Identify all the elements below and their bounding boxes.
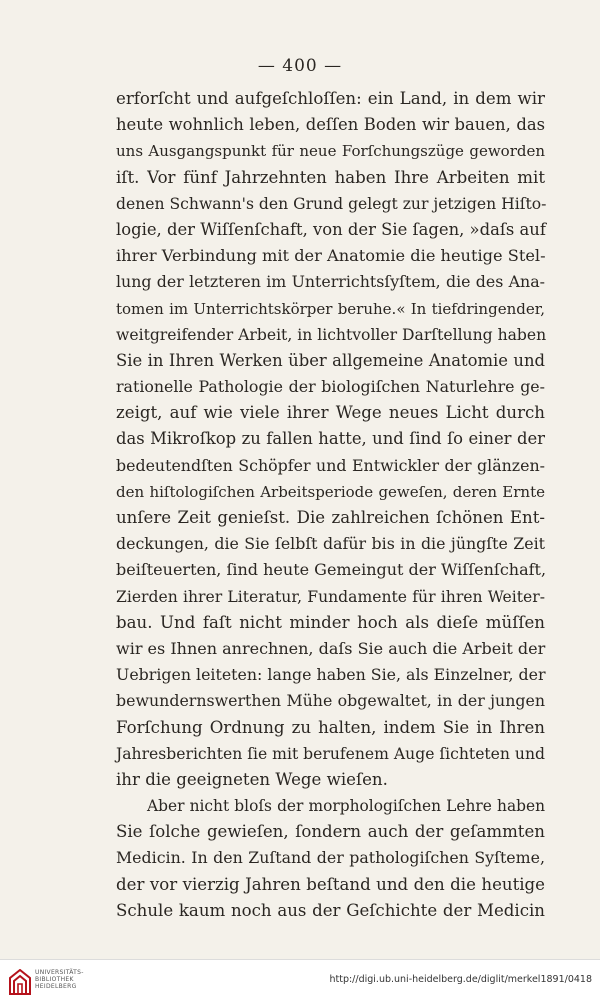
page-number: — 400 — [257,56,343,76]
text-line: wir es Ihnen anrechnen, daſs Sie auch die Arbeit der [116,638,546,658]
text-line: weitgreifender Arbeit, in lichtvoller Darſtellung haben [116,325,547,344]
text-line: Zierden ihrer Literatur, Fundamente für ihren Weiter- [116,587,545,606]
text-line: Aber nicht bloſs der morphologiſchen Lehre haben [147,797,545,816]
text-line: bedeutendſten Schöpfer und Entwickler der glänzen- [116,455,545,475]
source-url-link[interactable]: http://digi.ub.uni-heidelberg.de/diglit/merkel1891/0418 [329,974,592,985]
text-line: Sie ſolche gewieſen, ſondern auch der geſammten [116,822,545,842]
text-line: Uebrigen leiteten: lange haben Sie, als Einzelner, der [116,665,546,685]
viewer-footer [0,959,600,1003]
text-line: das Mikroſkop zu fallen hatte, und ſind ſo einer der [116,429,545,449]
text-line: erforſcht und aufgeſchloſſen: ein Land, in dem wir [116,89,545,108]
text-line: bewundernswerthen Mühe obgewaltet, in der jungen [116,691,545,711]
text-line: uns Ausgangspunkt für neue Forſchungszüge geworden [116,142,545,161]
text-line: lung der letzteren im Unterrichtsſyſtem, die des Ana- [116,272,545,292]
library-name: UNIVERSITÄTS- BIBLIOTHEK HEIDELBERG [35,969,84,990]
text-line: bau. Und faſt nicht minder hoch als dieſe müſſen [116,612,545,632]
body-text [116,86,545,924]
text-line: zeigt, auf wie viele ihrer Wege neues Licht durch [116,403,545,423]
text-line: Medicin. In den Zuſtand der pathologiſchen Syſteme, [116,848,545,868]
heidelberg-library-logo-icon[interactable] [8,969,32,995]
text-line: denen Schwann's den Grund gelegt zur jetzigen Hiſto- [116,194,547,213]
text-line: Forſchung Ordnung zu halten, indem Sie in Ihren [116,717,545,737]
text-line: iſt. Vor fünf Jahrzehnten haben Ihre Arbeiten mit [116,167,545,187]
text-line: deckungen, die Sie ſelbſt dafür bis in die jüngſte Zeit [116,534,545,554]
text-line: den hiſtologiſchen Arbeitsperiode geweſen, deren Ernte [116,482,545,501]
text-line: der vor vierzig Jahren beſtand und den die heutige [116,874,545,894]
text-line: tomen im Unterrichtskörper beruhe.« In tiefdringender, [116,299,545,318]
text-line: unſere Zeit genieſst. Die zahlreichen ſchönen Ent- [116,508,545,527]
text-line: heute wohnlich leben, deſſen Boden wir bauen, das [116,115,545,135]
text-line: Schule kaum noch aus der Geſchichte der Medicin [116,900,545,920]
text-line: beiſteuerten, ſind heute Gemeingut der Wiſſenſchaft, [116,560,547,580]
text-line: Sie in Ihren Werken über allgemeine Anatomie und [116,350,545,370]
text-line: ihrer Verbindung mit der Anatomie die heutige Stel- [116,246,546,266]
text-line: logie, der Wiſſenſchaft, von der Sie ſagen, »daſs auf [116,219,546,239]
text-line: Jahresberichten ſie mit berufenem Auge ſichteten und [116,744,545,763]
text-line: ihr die geeigneten Wege wieſen. [116,769,388,789]
text-line: rationelle Pathologie der biologiſchen Naturlehre ge- [116,377,545,397]
